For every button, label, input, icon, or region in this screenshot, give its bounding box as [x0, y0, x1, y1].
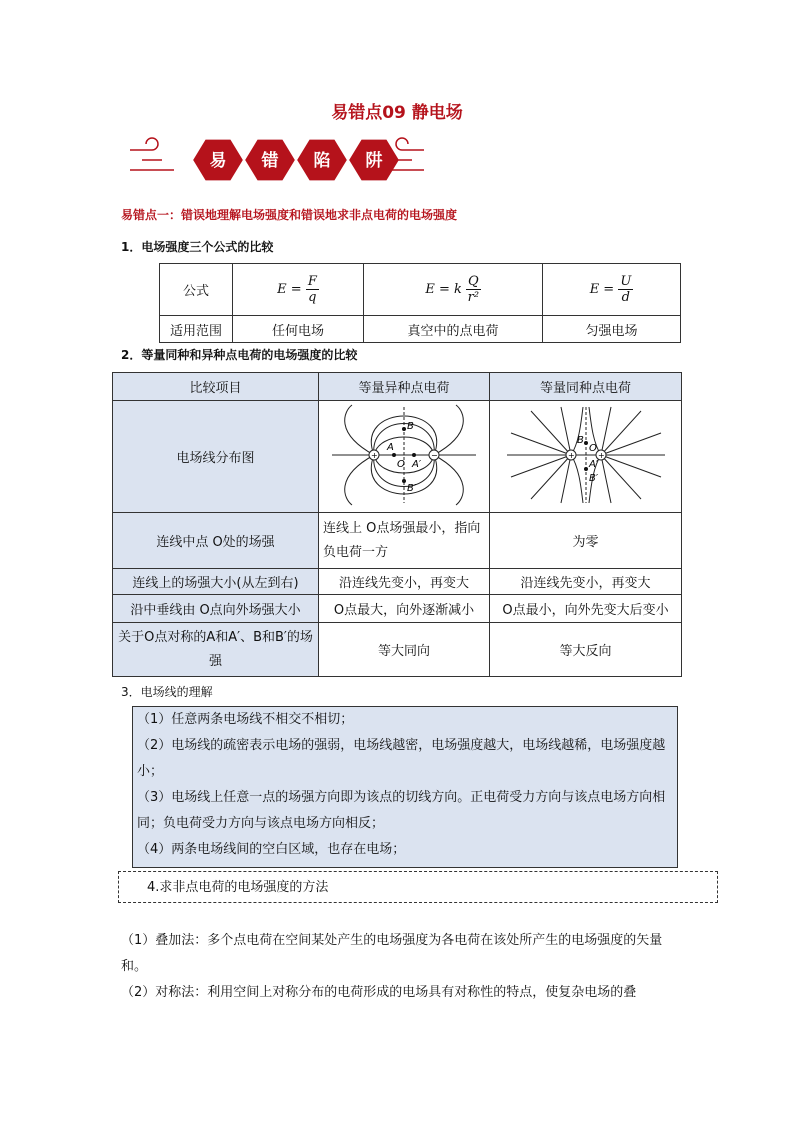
formula-cell: E = k $\frac{Q}{\text{r²}}$	[364, 264, 543, 316]
row-label: 电场线分布图	[113, 401, 319, 513]
banner-character: 陷	[313, 151, 331, 171]
svg-text:O: O	[588, 442, 597, 454]
note-line: （2）电场线的疏密表示电场的强弱，电场线越密，电场强度越大，电场线越稀，电场强度越小；	[137, 738, 666, 779]
label-B-prime: B′	[407, 482, 417, 494]
section-4-heading: 4.求非点电荷的电场强度的方法	[147, 880, 329, 895]
opposite-charges-diagram	[319, 401, 490, 513]
field-line-notes-box	[132, 706, 678, 868]
row-label: 连线中点 O处的场强	[113, 513, 319, 569]
formula-table	[159, 263, 681, 343]
table-header: 等量同种点电荷	[490, 373, 682, 401]
svg-text:B′: B′	[588, 472, 598, 484]
same-cell: 沿连线先变小，再变大	[490, 569, 682, 595]
row-label: 关于O点对称的A和A′、B和B′的场强	[113, 623, 319, 677]
opposite-cell: O点最大，向外逐渐减小	[319, 595, 490, 623]
comparison-table	[112, 372, 682, 677]
opposite-cell: 连线上 O点场强最小，指向负电荷一方	[319, 513, 490, 569]
scope-cell: 任何电场	[233, 316, 364, 343]
paragraph: （2）对称法：利用空间上对称分布的电荷形成的电场具有对称性的特点，使复杂电场的叠	[121, 985, 637, 1000]
formula-cell: E = $\frac{F}{q}$	[233, 264, 364, 316]
formula-row-label: 公式	[160, 264, 233, 316]
formula-cell: E = $\frac{U}{d}$	[543, 264, 681, 316]
scope-cell: 真空中的点电荷	[364, 316, 543, 343]
note-line: （1）任意两条电场线不相交不相切；	[137, 712, 354, 727]
note-line: （3）电场线上任意一点的场强方向即为该点的切线方向。正电荷受力方向与该点电场方向相同；负电荷受力方向与该点电场方向相反；	[137, 790, 666, 831]
svg-text:B: B	[576, 434, 584, 446]
svg-text:+: +	[567, 450, 575, 460]
section-2-heading: 2．等量同种和异种点电荷的电场强度的比较	[121, 348, 358, 362]
svg-text:A′: A′	[588, 458, 598, 470]
same-cell: O点最小，向外先变大后变小	[490, 595, 682, 623]
label-O: O	[397, 458, 405, 470]
svg-text:−: −	[431, 450, 438, 460]
same-charges-diagram	[490, 401, 682, 513]
label-A-prime: A′	[412, 458, 422, 470]
table-header: 等量异种点电荷	[319, 373, 490, 401]
paragraph: （1）叠加法：多个点电荷在空间某处产生的电场强度为各电荷在该处所产生的电场强度的矢量和。	[121, 933, 663, 974]
row-label: 沿中垂线由 O点向外场强大小	[113, 595, 319, 623]
svg-text:+: +	[597, 450, 605, 460]
svg-text:+: +	[371, 450, 378, 460]
error-point-title: 易错点一：错误地理解电场强度和错误地求非点电荷的电场强度	[121, 208, 458, 222]
table-header: 比较项目	[113, 373, 319, 401]
label-B: B	[407, 420, 414, 432]
label-A: A	[387, 441, 394, 453]
scope-cell: 匀强电场	[543, 316, 681, 343]
scope-row-label: 适用范围	[160, 316, 233, 343]
opposite-cell: 沿连线先变小，再变大	[319, 569, 490, 595]
banner-character: 阱	[365, 151, 383, 171]
section-1-heading: 1．电场强度三个公式的比较	[121, 240, 274, 254]
section-4-box	[118, 871, 718, 903]
section-3-heading: 3．电场线的理解	[121, 685, 213, 699]
same-cell: 等大反向	[490, 623, 682, 677]
row-label: 连线上的场强大小(从左到右)	[113, 569, 319, 595]
opposite-cell: 等大同向	[319, 623, 490, 677]
banner-right-ornament	[366, 132, 426, 188]
page-title: 易错点09 静电场	[331, 103, 463, 123]
same-cell: 为零	[490, 513, 682, 569]
note-line: （4）两条电场线间的空白区域，也存在电场；	[137, 842, 406, 857]
banner-character: 错	[261, 151, 279, 171]
banner-character: 易	[209, 151, 227, 171]
